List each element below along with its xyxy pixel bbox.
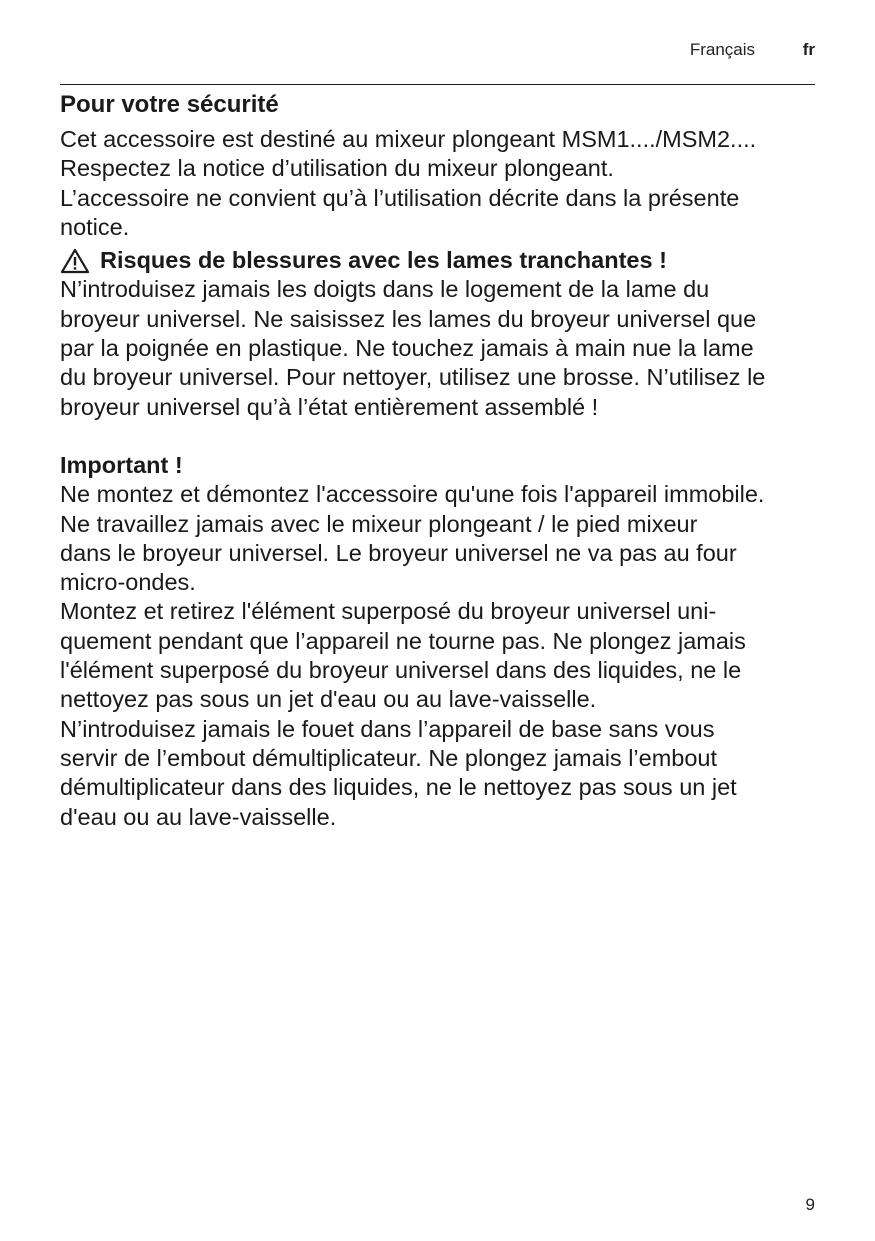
important-heading: Important ! (60, 451, 183, 478)
warning-heading (60, 246, 820, 275)
important-line: Ne montez et démontez l'accessoire qu'une fois l'appareil immobile. (60, 481, 765, 508)
page-header (60, 40, 815, 60)
important-line: quement pendant que l’appareil ne tourne pas. Ne plongez jamais (60, 627, 746, 654)
warning-title: Risques de blessures avec les lames tranchantes ! (100, 247, 667, 274)
warning-triangle-icon (60, 248, 90, 274)
important-line: nettoyez pas sous un jet d'eau ou au lave-vaisselle. (60, 686, 597, 713)
warning-line: N’introduisez jamais les doigts dans le logement de la lame du (60, 276, 710, 303)
paragraph-spacer (60, 422, 820, 451)
important-line: servir de l’embout démultiplicateur. Ne plongez jamais l’embout (60, 744, 718, 771)
intro-line: L’accessoire ne convient qu’à l’utilisation décrite dans la présente (60, 184, 740, 211)
important-line: démultiplicateur dans des liquides, ne le nettoyez pas sous un jet (60, 774, 737, 801)
important-line: micro-ondes. (60, 569, 196, 596)
important-line: Montez et retirez l'élément superposé du broyeur universel uni- (60, 598, 717, 625)
intro-paragraph (60, 125, 820, 242)
important-line: l'élément superposé du broyeur universel dans des liquides, ne le (60, 657, 742, 684)
language-code: fr (802, 40, 815, 59)
intro-line: notice. (60, 213, 130, 240)
page-number: 9 (805, 1195, 815, 1214)
warning-paragraph (60, 275, 820, 421)
warning-line: broyeur universel qu’à l’état entièrement assemblé ! (60, 393, 599, 420)
intro-line: Respectez la notice d’utilisation du mixeur plongeant. (60, 155, 614, 182)
section-title: Pour votre sécurité (60, 91, 279, 118)
important-line: d'eau ou au lave-vaisselle. (60, 803, 337, 830)
important-line: Ne travaillez jamais avec le mixeur plongeant / le pied mixeur (60, 510, 698, 537)
important-line: dans le broyeur universel. Le broyeur universel ne va pas au four (60, 539, 737, 566)
safety-content (60, 90, 820, 832)
important-line: N’introduisez jamais le fouet dans l’appareil de base sans vous (60, 715, 715, 742)
warning-line: par la poignée en plastique. Ne touchez jamais à main nue la lame (60, 335, 754, 362)
language-label: Français (689, 40, 755, 59)
warning-line: broyeur universel. Ne saisissez les lames du broyeur universel que (60, 305, 757, 332)
header-divider (60, 84, 815, 85)
warning-line: du broyeur universel. Pour nettoyer, utilisez une brosse. N’utilisez le (60, 364, 766, 391)
important-paragraph (60, 480, 820, 832)
intro-line: Cet accessoire est destiné au mixeur plongeant MSM1..../MSM2.... (60, 126, 757, 152)
